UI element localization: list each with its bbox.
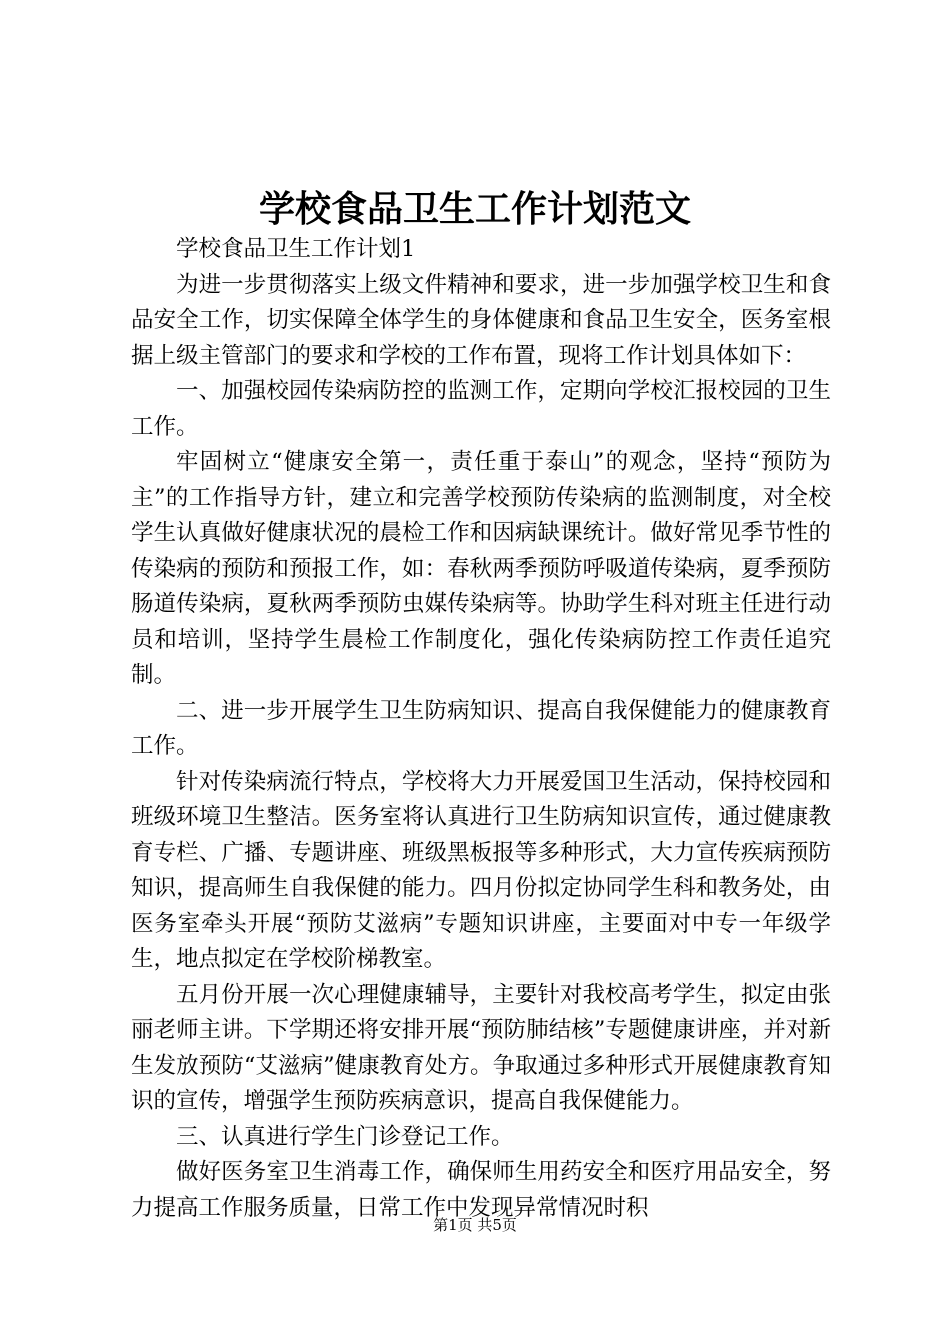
paragraph: 做好医务室卫生消毒工作，确保师生用药安全和医疗用品安全，努力提高工作服务质量，日常工作中发现异常情况时积 [131, 1159, 831, 1221]
paragraph: 学校食品卫生工作计划1 [176, 236, 416, 262]
paragraph: 一、加强校园传染病防控的监测工作，定期向学校汇报校园的卫生工作。 [131, 378, 831, 440]
paragraph: 针对传染病流行特点，学校将大力开展爱国卫生活动，保持校园和班级环境卫生整洁。医务室将认真进行卫生防病知识宣传，通过健康教育专栏、广播、专题讲座、班级黑板报等多种形式，大力宣传疾病预防知识，提高师生自我保健的能力。四月份拟定协同学生科和教务处，由医务室牵头开展“预防艾滋病”专题知识讲座，主要面对中专一年级学生，地点拟定在学校阶梯教室。 [131, 768, 831, 972]
paragraph: 为进一步贯彻落实上级文件精神和要求，进一步加强学校卫生和食品安全工作，切实保障全体学生的身体健康和食品卫生安全，医务室根据上级主管部门的要求和学校的工作布置，现将工作计划具体如下： [131, 271, 831, 369]
paragraph: 五月份开展一次心理健康辅导，主要针对我校高考学生，拟定由张丽老师主讲。下学期还将安排开展“预防肺结核”专题健康讲座，并对新生发放预防“艾滋病”健康教育处方。争取通过多种形式开展健康教育知识的宣传，增强学生预防疾病意识，提高自我保健能力。 [131, 981, 831, 1114]
document-body [131, 232, 831, 1226]
document-title: 学校食品卫生工作计划范文 [258, 188, 691, 230]
paragraph: 牢固树立“健康安全第一，责任重于泰山”的观念，坚持“预防为主”的工作指导方针，建立和完善学校预防传染病的监测制度，对全校学生认真做好健康状况的晨检工作和因病缺课统计。做好常见季节性的传染病的预防和预报工作，如：春秋两季预防呼吸道传染病，夏季预防肠道传染病，夏秋两季预防虫媒传染病等。协助学生科对班主任进行动员和培训，坚持学生晨检工作制度化，强化传染病防控工作责任追究制。 [131, 449, 831, 688]
paragraph: 二、进一步开展学生卫生防病知识、提高自我保健能力的健康教育工作。 [131, 697, 831, 759]
page-footer: 第1页 共5页 [433, 1216, 517, 1234]
paragraph: 三、认真进行学生门诊登记工作。 [176, 1123, 514, 1150]
